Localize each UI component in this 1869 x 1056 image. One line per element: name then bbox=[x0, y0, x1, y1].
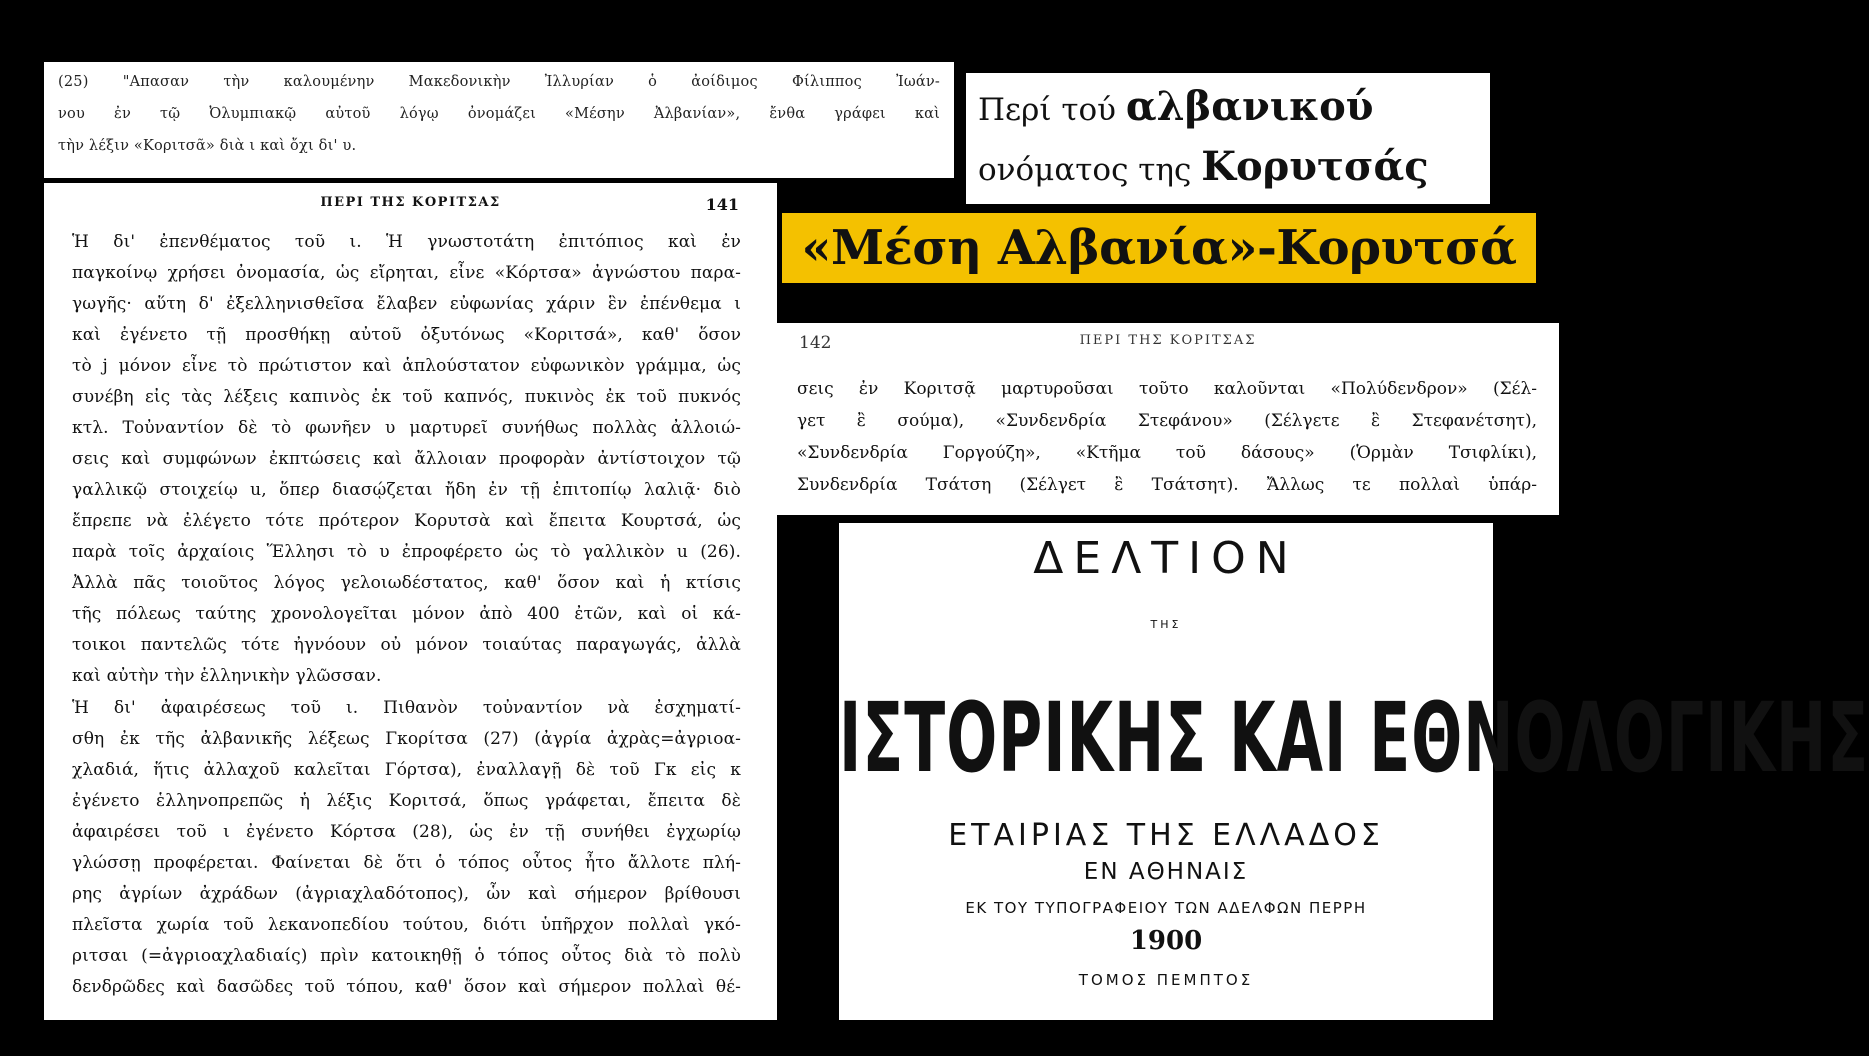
running-title: ΠΕΡΙ ΤΗΣ ΚΟΡΙΤΣΑΣ bbox=[320, 195, 501, 210]
title-line-1 bbox=[978, 83, 1374, 130]
page-142-excerpt bbox=[777, 323, 1559, 515]
text-line: καὶ ἐγένετο τῇ προσθήκῃ αὐτοῦ ὀξυτόνως «Κοριτσά», καθ' ὅσον bbox=[72, 325, 741, 345]
title-box bbox=[966, 73, 1490, 204]
text-line: ριτσαι (=ἀγριοαχλαδιαίς) πρὶν κατοικηθῇ ὁ τόπος οὗτος διὰ τὸ πολὺ bbox=[72, 946, 741, 966]
journal-title-article: ΤΗΣ bbox=[1150, 618, 1182, 631]
text-line: σεις ἐν Κοριτσᾷ μαρτυροῦσαι τοῦτο καλοῦνται «Πολύδενδρον» (Σέλ- bbox=[797, 379, 1537, 399]
publication-year: 1900 bbox=[1129, 926, 1203, 956]
text-line: γλώσσῃ προφέρεται. Φαίνεται δὲ ὅτι ὁ τόπος οὗτος ἦτο ἄλλοτε πλή- bbox=[72, 853, 741, 873]
printer-line: ΕΚ ΤΟΥ ΤΥΠΟΓΡΑΦΕΙΟΥ ΤΩΝ ΑΔΕΛΦΩΝ ΠΕΡΡΗ bbox=[965, 899, 1367, 917]
footnote-line: (25) "Απασαν τὴν καλουμένην Μακεδονικὴν Ἰλλυρίαν ὁ ἀοίδιμος Φίλιππος Ἰωάν- bbox=[58, 74, 940, 90]
text-line: ἐγένετο ἑλληνοπρεπῶς ἡ λέξις Κοριτσά, ὅπως γράφεται, ἔπειτα δὲ bbox=[72, 791, 741, 811]
title-line-1-plain: Περί τού bbox=[978, 92, 1126, 128]
text-line: ρης ἀγρίων ἀχράδων (ἀγριαχλαδότοπος), ὧν καὶ σήμερον βρίθουσι bbox=[72, 884, 741, 904]
text-line: Ἀλλὰ πᾶς τοιοῦτος λόγος γελοιωδέστατος, καθ' ὅσον καὶ ἡ κτίσις bbox=[72, 573, 741, 593]
text-line: τὸ j μόνον εἶνε τὸ πρώτιστον καὶ ἁπλούστατον εὐφωνικὸν γράμμα, ὡς bbox=[72, 356, 741, 376]
text-line: τοικοι παντελῶς τότε ἠγνόουν οὐ μόνον τοιαύτας παραγωγάς, ἀλλὰ bbox=[72, 635, 741, 655]
page-141-excerpt bbox=[44, 183, 777, 1020]
text-line: χλαδιά, ἥτις ἀλλαχοῦ καλεῖται Γόρτσα), ἐναλλαγῇ δὲ τοῦ Γκ εἰς κ bbox=[72, 760, 741, 780]
footnote-line: τὴν λέξιν «Κοριτσᾶ» διὰ ι καὶ ὄχι δι' υ. bbox=[58, 138, 357, 154]
society-name: ΕΤΑΙΡΙΑΣ ΤΗΣ ΕΛΛΑΔΟΣ bbox=[948, 818, 1384, 853]
text-line: σθη ἐκ τῆς ἀλβανικῆς λέξεως Γκορίτσα (27) (ἀγρία ἀχρὰς=ἀγριοα- bbox=[72, 729, 741, 749]
text-line: ἀφαιρέσει τοῦ ι ἐγένετο Κόρτσα (28), ὡς ἐν τῇ συνήθει ἐγχωρίῳ bbox=[72, 822, 741, 842]
page-number: 142 bbox=[799, 333, 832, 353]
volume-label: ΤΟΜΟΣ ΠΕΜΠΤΟΣ bbox=[1078, 971, 1254, 989]
text-line: καὶ αὐτὴν τὴν ἑλληνικὴν γλῶσσαν. bbox=[72, 666, 382, 686]
text-line: δενδρῶδες καὶ δασῶδες τοῦ τόπου, καθ' ὅσον καὶ σήμερον πολλαὶ θέ- bbox=[72, 977, 741, 997]
text-line: παγκοίνῳ χρήσει ὀνομασία, ὡς εἴρηται, εἶνε «Κόρτσα» ἀγνώστου παρα- bbox=[72, 263, 741, 283]
text-line: Συνδενδρία Τσάτση (Σέλγετ ἒ Τσάτσητ). Ἄλλως τε πολλαὶ ὑπάρ- bbox=[797, 475, 1537, 495]
text-line: τῆς πόλεως ταύτης χρονολογεῖται μόνον ἀπὸ 400 ἐτῶν, καὶ οἱ κά- bbox=[72, 604, 741, 624]
title-line-2-bold: Κορυτσάς bbox=[1201, 143, 1429, 190]
page-number: 141 bbox=[705, 195, 739, 214]
text-line: «Συνδενδρία Γοργούζη», «Κτῆμα τοῦ δάσους» (Ὁρμὰν Τσιφλίκι), bbox=[797, 443, 1537, 463]
footnote-line: νου ἐν τῷ Ὀλυμπιακῷ αὐτοῦ λόγῳ ὀνομάζει «Μέσην Ἀλβανίαν», ἔνθα γράφει καὶ bbox=[58, 106, 940, 122]
journal-title-page bbox=[839, 523, 1869, 1020]
text-line: γετ ἒ σούμα), «Συνδενδρία Στεφάνου» (Σέλγετε ἒ Στεφανέτσητ), bbox=[797, 411, 1537, 431]
text-line: ἔπρεπε νὰ ἐλέγετο τότε πρότερον Κορυτσὰ καὶ ἔπειτα Κουρτσά, ὡς bbox=[72, 511, 741, 531]
page-header bbox=[44, 195, 777, 215]
title-line-2-plain: ονόματος της bbox=[978, 152, 1202, 188]
journal-title: ΔΕΛΤΙΟΝ bbox=[1033, 533, 1299, 584]
text-line: κτλ. Τοὐναντίον δὲ τὸ φωνῆεν υ μαρτυρεῖ συνήθως πολλὰς ἀλλοιώ- bbox=[72, 418, 741, 438]
text-line: Ἡ δι' ἐπενθέματος τοῦ ι. Ἡ γνωστοτάτη ἐπιτόπιος καὶ ἐν bbox=[72, 232, 741, 252]
page-header bbox=[777, 333, 1559, 357]
text-line: συνέβη εἰς τὰς λέξεις καπινὸς ἐκ τοῦ καπνός, πυκινὸς ἐκ τοῦ πυκνός bbox=[72, 387, 741, 407]
title-line-2 bbox=[978, 143, 1429, 190]
text-line: παρὰ τοῖς ἀρχαίοις Ἕλλησι τὸ υ ἐπροφέρετο ὡς τὸ γαλλικὸν u (26). bbox=[72, 542, 741, 562]
text-line: Ἡ δι' ἀφαιρέσεως τοῦ ι. Πιθανὸν τοὐναντίον νὰ ἐσχηματί- bbox=[72, 698, 741, 718]
footnote-excerpt bbox=[44, 62, 954, 178]
text-line: γωγῆς· αὕτη δ' ἐξελληνισθεῖσα ἔλαβεν εὐφωνίας χάριν ἓν ἐπένθεμα ι bbox=[72, 294, 741, 314]
text-line: γαλλικῷ στοιχείῳ u, ὅπερ διασῴζεται ἤδη ἐν τῇ ἐπιτοπίῳ λαλιᾷ· διὸ bbox=[72, 480, 741, 500]
publication-place: ΕΝ ΑΘΗΝΑΙΣ bbox=[1083, 859, 1249, 885]
title-line-1-bold: αλβανικού bbox=[1125, 83, 1374, 130]
text-line: σεις καὶ συμφώνων ἐκπτώσεις καὶ ἄλλοιαν προφορὰν ἀντίστοιχον τῷ bbox=[72, 449, 741, 469]
text-line: πλεῖστα χωρία τοῦ λεκανοπεδίου τούτου, διότι ὑπῆρχον πολλαὶ γκό- bbox=[72, 915, 741, 935]
journal-title-main: ΙΣΤΟΡΙΚΗΣ ΚΑΙ ΕΘΝΟΛΟΓΙΚΗΣ bbox=[839, 683, 1869, 795]
running-title: ΠΕΡΙ ΤΗΣ ΚΟΡΙΤΣΑΣ bbox=[1079, 333, 1257, 348]
highlight-heading: «Μέση Αλβανία»-Κορυτσά bbox=[782, 213, 1536, 283]
